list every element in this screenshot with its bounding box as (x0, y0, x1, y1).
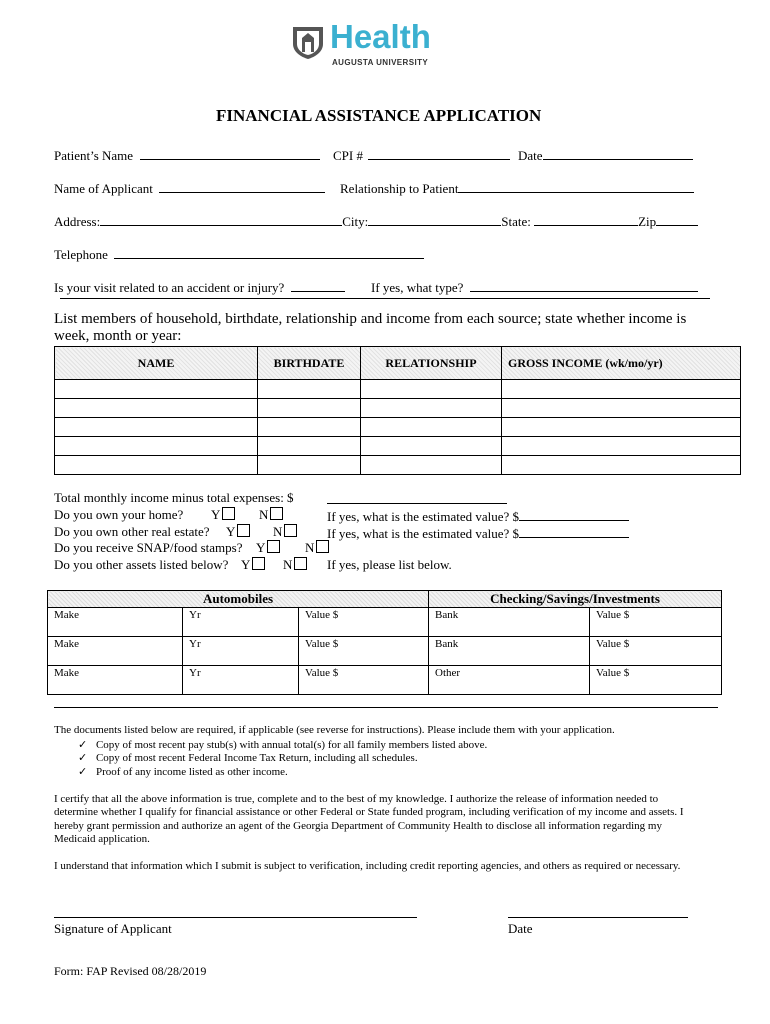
cell[interactable] (258, 418, 361, 437)
table-row (55, 437, 741, 456)
page-title: FINANCIAL ASSISTANCE APPLICATION (216, 106, 542, 125)
signature-label: Signature of Applicant (54, 921, 172, 936)
state-field[interactable] (534, 212, 638, 226)
table-row (55, 399, 741, 418)
date-signature-line[interactable] (508, 917, 688, 918)
other-value-cell[interactable]: Value $ (590, 666, 722, 695)
accident-answer-field[interactable] (291, 278, 345, 292)
section-divider (54, 707, 718, 708)
form-id: Form: FAP Revised 08/28/2019 (54, 964, 207, 978)
real-estate-yes-checkbox[interactable] (237, 524, 250, 537)
real-estate-question: Do you own other real estate? (54, 524, 210, 539)
accident-question: Is your visit related to an accident or injury? (54, 280, 285, 295)
col-gross-income: GROSS INCOME (wk/mo/yr) (502, 347, 741, 380)
certify-line: Medicaid application. (54, 833, 150, 845)
cell[interactable] (55, 418, 258, 437)
check-icon: ✓ (78, 766, 88, 778)
table-row (48, 666, 722, 695)
applicant-name-label: Name of Applicant (54, 181, 153, 196)
list-below-label: If yes, please list below. (327, 557, 452, 572)
automobiles-header: Automobiles (48, 591, 429, 608)
value-cell[interactable]: Value $ (299, 608, 429, 637)
no-label: N (305, 540, 315, 555)
cell[interactable] (502, 437, 741, 456)
patient-name-field[interactable] (140, 146, 320, 160)
col-relationship: RELATIONSHIP (361, 347, 502, 380)
cell[interactable] (55, 380, 258, 399)
snap-no-checkbox[interactable] (316, 540, 329, 553)
cell[interactable] (361, 399, 502, 418)
home-no-checkbox[interactable] (270, 507, 283, 520)
home-value-field[interactable] (519, 507, 629, 521)
bank-cell[interactable]: Bank (429, 637, 590, 666)
documents-intro: The documents listed below are required, if applicable (see reverse for instructions). Please include them with your application. (54, 724, 615, 736)
year-cell[interactable]: Yr (183, 637, 299, 666)
household-table (54, 346, 741, 475)
cell[interactable] (258, 380, 361, 399)
yes-label: Y (211, 507, 221, 522)
cell[interactable] (502, 418, 741, 437)
income-question: Total monthly income minus total expenses: $ (54, 490, 294, 505)
cell[interactable] (55, 456, 258, 475)
bank-value-cell[interactable]: Value $ (590, 608, 722, 637)
household-intro: List members of household, birthdate, relationship and income from each source; state whether income is week, month or year: (54, 311, 687, 344)
logo-word: Health (330, 18, 431, 55)
document-item: Proof of any income listed as other income. (95, 766, 288, 778)
zip-field[interactable] (656, 212, 698, 226)
cpi-field[interactable] (368, 146, 510, 160)
other-cell[interactable]: Other (429, 666, 590, 695)
col-name: NAME (55, 347, 258, 380)
no-label: N (273, 524, 283, 539)
city-label: City: (342, 214, 369, 229)
cpi-label: CPI # (333, 148, 363, 163)
document-item: Copy of most recent Federal Income Tax Return, including all schedules. (95, 752, 418, 764)
section-divider (60, 298, 710, 299)
signature-date-label: Date (508, 921, 533, 936)
logo-subtitle: AUGUSTA UNIVERSITY (332, 58, 429, 67)
cell[interactable] (361, 380, 502, 399)
other-assets-no-checkbox[interactable] (294, 557, 307, 570)
bank-cell[interactable]: Bank (429, 608, 590, 637)
table-row (55, 380, 741, 399)
year-cell[interactable]: Yr (183, 608, 299, 637)
cell[interactable] (258, 456, 361, 475)
year-cell[interactable]: Yr (183, 666, 299, 695)
applicant-name-field[interactable] (159, 179, 325, 193)
document-item: Copy of most recent pay stub(s) with annual total(s) for all family members listed above. (95, 739, 488, 751)
cell[interactable] (258, 399, 361, 418)
augusta-health-logo (290, 18, 431, 67)
real-estate-value-label: If yes, what is the estimated value? $ (327, 526, 520, 541)
home-question: Do you own your home? (54, 507, 184, 522)
cell[interactable] (258, 437, 361, 456)
table-row (55, 418, 741, 437)
cell[interactable] (55, 437, 258, 456)
other-assets-yes-checkbox[interactable] (252, 557, 265, 570)
cell[interactable] (361, 418, 502, 437)
no-label: N (283, 557, 293, 572)
state-label: State: (501, 214, 531, 229)
cell[interactable] (502, 380, 741, 399)
relationship-field[interactable] (458, 179, 694, 193)
telephone-field[interactable] (114, 245, 424, 259)
address-label: Address: (54, 214, 101, 229)
snap-yes-checkbox[interactable] (267, 540, 280, 553)
cell[interactable] (55, 399, 258, 418)
understand-text: I understand that information which I submit is subject to verification, including credit reporting agencies, and others as required or necessary. (54, 860, 681, 872)
check-icon: ✓ (78, 752, 88, 764)
shield-icon (290, 24, 326, 60)
certify-line: hereby grant permission and authorize an agent of the Georgia Department of Community Health to disclose all information regarding my (54, 820, 662, 832)
other-assets-question: Do you other assets listed below? (54, 557, 229, 572)
relationship-label: Relationship to Patient (340, 181, 459, 196)
no-label: N (259, 507, 269, 522)
telephone-label: Telephone (54, 247, 108, 262)
snap-question: Do you receive SNAP/food stamps? (54, 540, 243, 555)
yes-label: Y (226, 524, 236, 539)
patient-name-label: Patient’s Name (54, 148, 134, 163)
table-row (48, 637, 722, 666)
zip-label: Zip (638, 214, 657, 229)
make-cell[interactable]: Make (48, 666, 183, 695)
yes-label: Y (241, 557, 251, 572)
home-value-label: If yes, what is the estimated value? $ (327, 509, 520, 524)
bank-header: Checking/Savings/Investments (429, 591, 722, 608)
check-icon: ✓ (78, 739, 88, 751)
date-label: Date (518, 148, 543, 163)
value-cell[interactable]: Value $ (299, 666, 429, 695)
accident-type-field[interactable] (470, 278, 698, 292)
bank-value-cell[interactable]: Value $ (590, 637, 722, 666)
assets-table (47, 590, 722, 695)
city-field[interactable] (368, 212, 501, 226)
table-row (48, 608, 722, 637)
yes-label: Y (256, 540, 266, 555)
cell[interactable] (502, 399, 741, 418)
certify-line: determine whether I qualify for financial assistance or other Federal or State funded program, including verification of my income and assets. I (54, 806, 684, 818)
make-cell[interactable]: Make (48, 637, 183, 666)
make-cell[interactable]: Make (48, 608, 183, 637)
address-field[interactable] (100, 212, 342, 226)
accident-type-label: If yes, what type? (371, 280, 464, 295)
income-field[interactable] (327, 490, 507, 504)
date-field[interactable] (543, 146, 693, 160)
cell[interactable] (361, 456, 502, 475)
cell[interactable] (502, 456, 741, 475)
real-estate-value-field[interactable] (519, 524, 629, 538)
certify-line: I certify that all the above information is true, complete and to the best of my knowledge. I authorize the release of information needed to (54, 793, 659, 805)
col-birthdate: BIRTHDATE (258, 347, 361, 380)
cell[interactable] (361, 437, 502, 456)
value-cell[interactable]: Value $ (299, 637, 429, 666)
real-estate-no-checkbox[interactable] (284, 524, 297, 537)
home-yes-checkbox[interactable] (222, 507, 235, 520)
signature-line[interactable] (54, 917, 417, 918)
table-row (55, 456, 741, 475)
